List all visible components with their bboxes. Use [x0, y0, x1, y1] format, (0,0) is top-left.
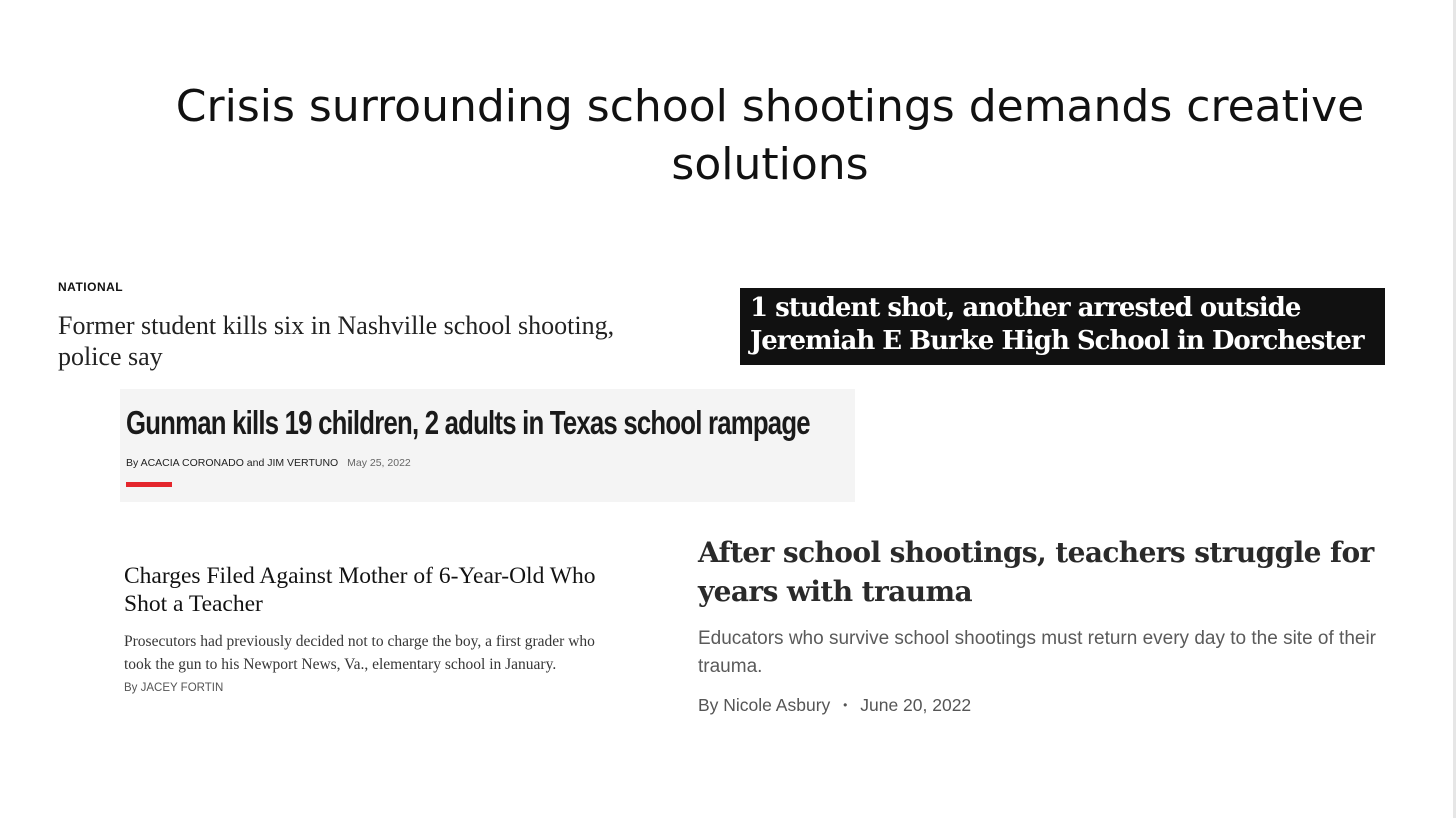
summary-charges: Prosecutors had previously decided not to charge the boy, a first grader who took the gun to his Newport News, Va., elementary school in January. [124, 633, 595, 673]
clipping-teachers [698, 533, 1378, 716]
byline-row-teachers [698, 695, 1378, 716]
byline-texas: By ACACIA CORONADO and JIM VERTUNO [126, 457, 339, 469]
byline-row-texas [126, 457, 849, 469]
headline-teachers: After school shootings, teachers struggle for years with trauma [698, 536, 1374, 608]
clipping-texas [120, 389, 855, 502]
headline-charges: Charges Filed Against Mother of 6-Year-Old Who Shot a Teacher [124, 563, 596, 617]
byline-charges: By JACEY FORTIN [124, 682, 224, 694]
clipping-dorchester [740, 288, 1385, 365]
headline-dorchester [750, 292, 1375, 358]
byline-teachers: By Nicole Asbury [698, 695, 831, 715]
headline-nashville: Former student kills six in Nashville school shooting, police say [58, 311, 615, 371]
separator-dot: • [843, 698, 848, 712]
headline-dorchester-line2: Jeremiah E Burke High School in Dorchester [750, 326, 1364, 356]
clipping-nashville [58, 280, 618, 372]
headline-dorchester-line1: 1 student shot, another arrested outside [750, 293, 1301, 323]
clipping-charges [124, 562, 604, 694]
date-teachers: June 20, 2022 [860, 695, 972, 715]
accent-bar [126, 482, 172, 487]
section-kicker: NATIONAL [58, 280, 124, 294]
summary-teachers: Educators who survive school shootings must return every day to the site of their trauma. [698, 628, 1376, 677]
date-texas: May 25, 2022 [347, 457, 411, 469]
headline-texas: Gunman kills 19 children, 2 adults in Texas school rampage [126, 404, 810, 441]
slide-title: Crisis surrounding school shootings demands creative solutions [175, 81, 1365, 190]
